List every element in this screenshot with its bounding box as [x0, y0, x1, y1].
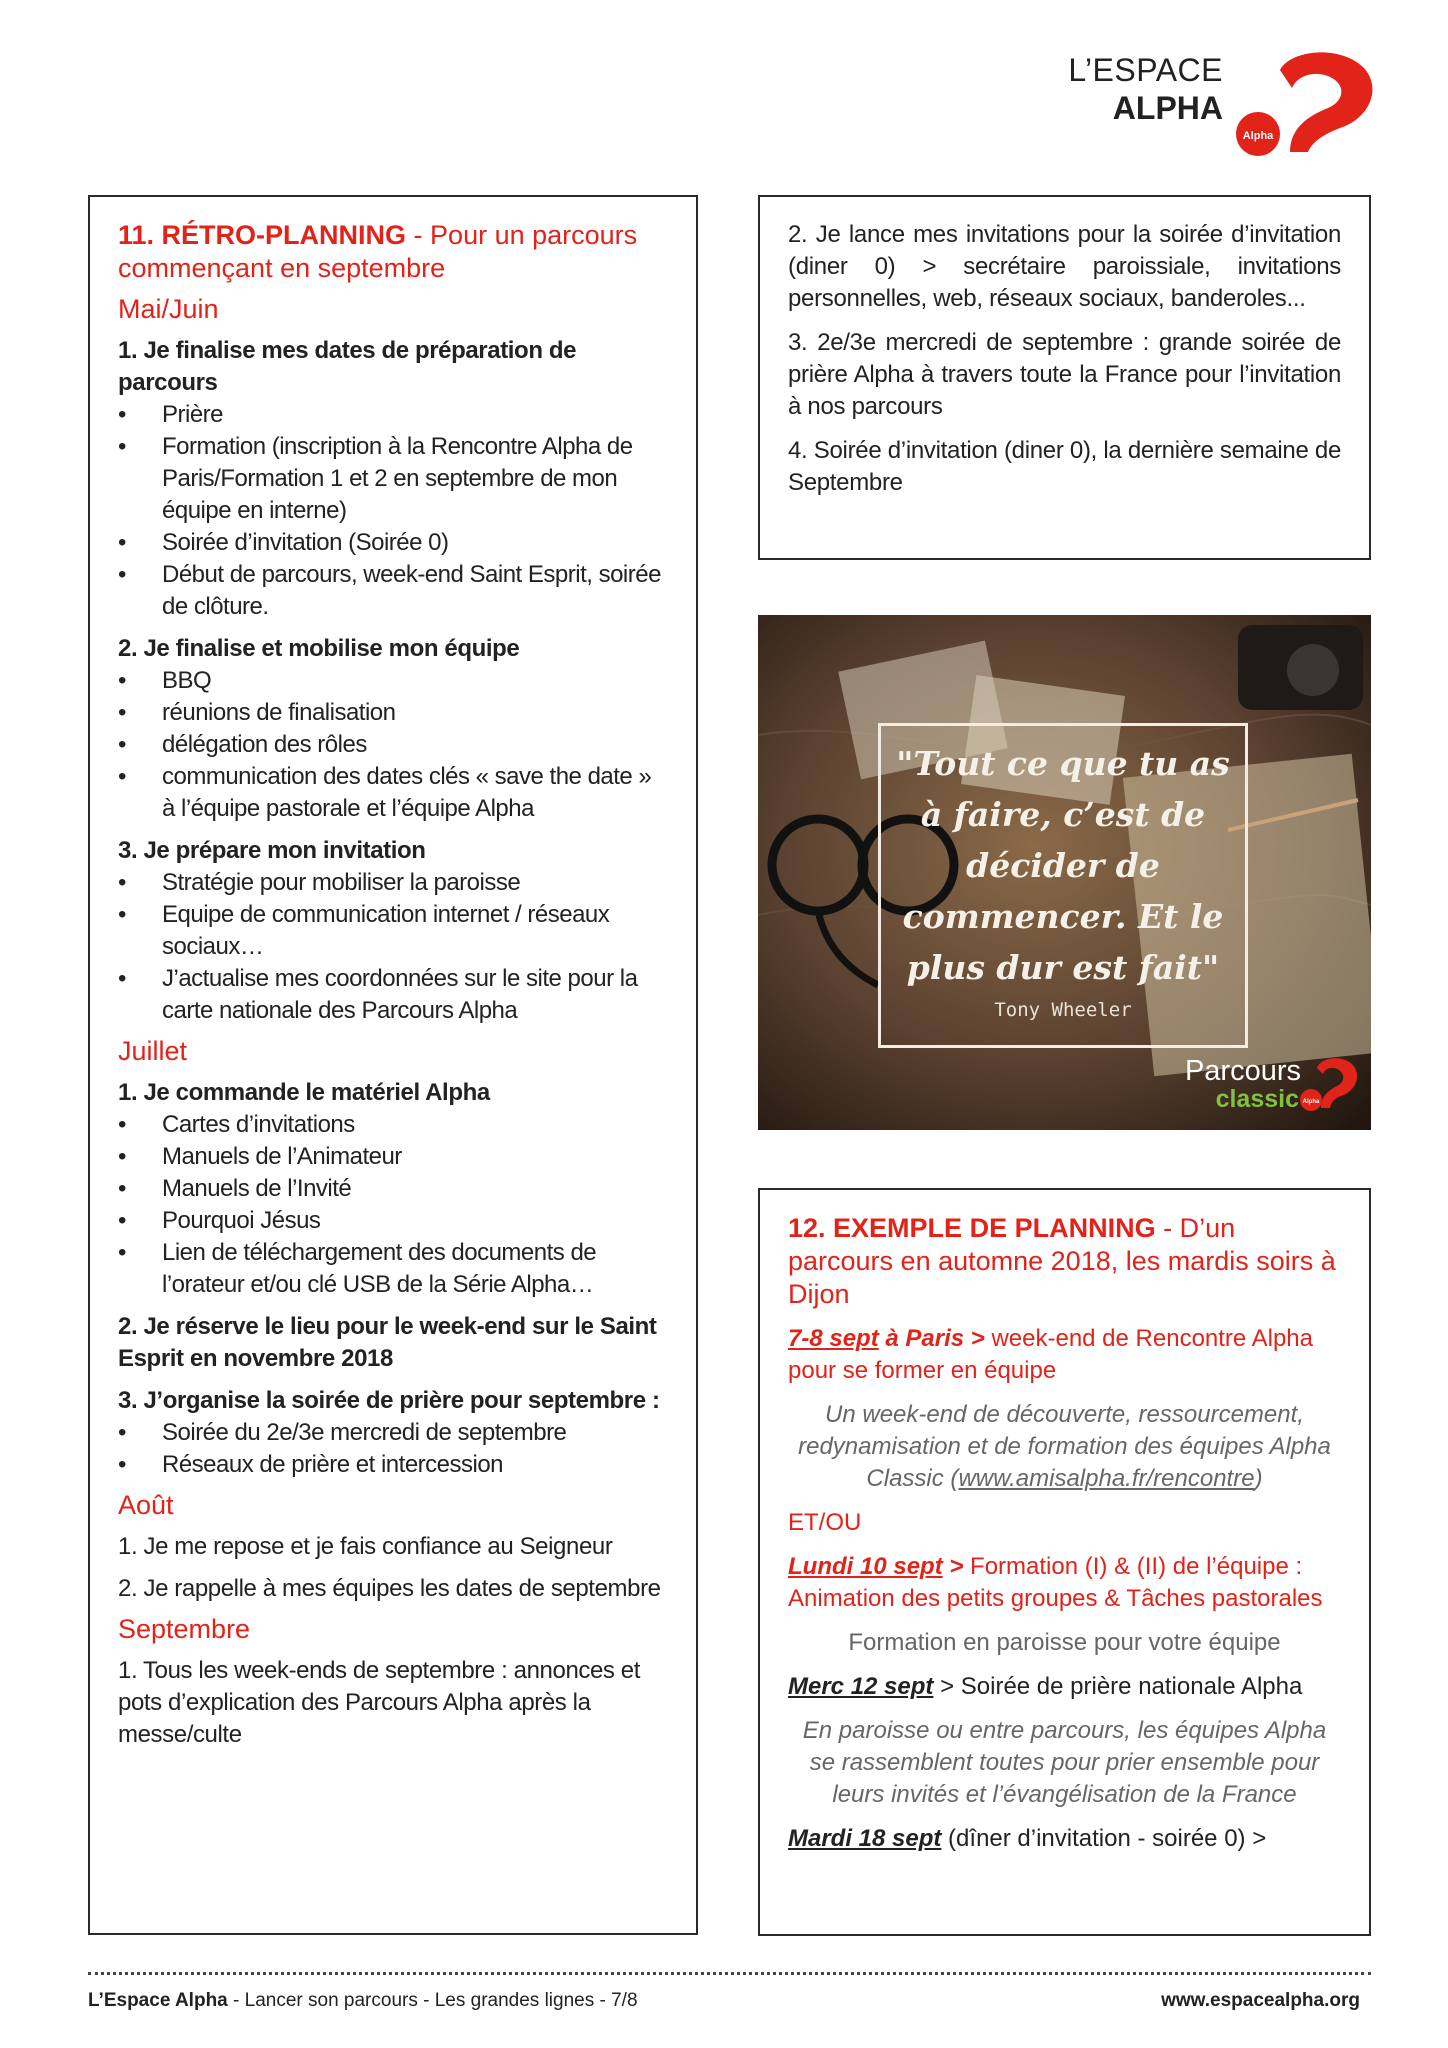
retro-planning-title-rest: - Pour un parcours commençant en septembre: [118, 220, 638, 283]
list-item: • Soirée d’invitation (Soirée 0): [118, 527, 668, 559]
footer-rest: - Lancer son parcours - Les grandes lignes - 7/8: [227, 1990, 638, 2011]
retro-planning-title-num: 11. RÉTRO-PLANNING: [118, 220, 407, 250]
parcours-brand-sub: classic: [1215, 1085, 1299, 1113]
invitation-step-2: 2. Je lance mes invitations pour la soirée d’invitation (diner 0) > secrétaire paroissiale, invitations personnelles, web, réseaux sociaux, banderoles...: [788, 221, 1341, 312]
event-rencontre-date: 7-8 sept: [788, 1325, 879, 1352]
event-formation-desc: Formation en paroisse pour votre équipe: [848, 1629, 1281, 1656]
list-item: • Pourquoi Jésus: [118, 1205, 668, 1237]
footer-url[interactable]: www.espacealpha.org: [1161, 1990, 1360, 2011]
list-item: • Prière: [118, 399, 668, 431]
event-priere-text: > Soirée de prière nationale Alpha: [933, 1673, 1303, 1700]
alpha-question-mark-icon: [1228, 46, 1378, 166]
event-rencontre-place: à Paris >: [878, 1325, 985, 1352]
bullet-list: [118, 665, 668, 825]
example-planning-title-rest: - D’un parcours en automne 2018, les mardis soirs à Dijon: [788, 1213, 1336, 1309]
list-item: • Equipe de communication internet / réseaux sociaux…: [118, 899, 668, 963]
espace-alpha-logo: [1038, 46, 1378, 166]
invitation-step-4: 4. Soirée d’invitation (diner 0), la dernière semaine de Septembre: [788, 437, 1341, 496]
event-rencontre-desc-pre: Un week-end de découverte, ressourcement, redynamisation et de formation des équipes Alpha Classic (: [798, 1401, 1331, 1492]
retro-planning-sections: [118, 293, 668, 1751]
et-ou-label: ET/OU: [788, 1509, 862, 1536]
event-rencontre-desc-post: ): [1254, 1465, 1263, 1492]
svg-text:Alpha: Alpha: [1242, 130, 1274, 142]
event-formation-date: Lundi 10 sept: [788, 1553, 943, 1580]
month-heading: Septembre: [118, 1614, 251, 1644]
event-diner: [788, 1823, 1341, 1855]
list-item: • réunions de finalisation: [118, 697, 668, 729]
step-heading: 3. J’organise la soirée de prière pour septembre :: [118, 1387, 660, 1414]
step-heading: 2. Je réserve le lieu pour le week-end sur le Saint Esprit en novembre 2018: [118, 1313, 657, 1372]
step-heading: 1. Tous les week-ends de septembre : annonces et pots d’explication des Parcours Alpha après la messe/culte: [118, 1657, 641, 1748]
retro-planning-box: [88, 195, 698, 1935]
list-item: • communication des dates clés « save the date » à l’équipe pastorale et l’équipe Alpha: [118, 761, 668, 825]
list-item: • Formation (inscription à la Rencontre Alpha de Paris/Formation 1 et 2 en septembre de mon équipe en interne): [118, 431, 668, 527]
event-rencontre-desc: [788, 1399, 1341, 1495]
month-heading: Mai/Juin: [118, 294, 219, 324]
step-heading: 1. Je finalise mes dates de préparation de parcours: [118, 337, 577, 396]
month-heading: Juillet: [118, 1036, 188, 1066]
list-item: • Réseaux de prière et intercession: [118, 1449, 668, 1481]
quote-text: "Tout ce que tu as à faire, c’est de décider de commencer. Et le plus dur est fait": [896, 744, 1230, 987]
parcours-brand-word: Parcours: [1184, 1055, 1301, 1087]
event-formation: [788, 1551, 1341, 1615]
step-heading: 2. Je finalise et mobilise mon équipe: [118, 635, 520, 662]
list-item: • Cartes d’invitations: [118, 1109, 668, 1141]
quote-frame: [878, 723, 1248, 1048]
event-formation-text: Formation (I) & (II) de l’équipe : Animation des petits groupes & Tâches pastorales: [788, 1553, 1323, 1612]
parcours-classic-logo-icon: [1299, 1054, 1359, 1114]
step-heading: 2. Je rappelle à mes équipes les dates de septembre: [118, 1575, 661, 1602]
event-priere-date: Merc 12 sept: [788, 1673, 934, 1700]
event-rencontre: [788, 1323, 1341, 1387]
svg-text:Alpha: Alpha: [1302, 1099, 1320, 1105]
example-planning-title-num: 12. EXEMPLE DE PLANNING: [788, 1213, 1156, 1243]
step-heading: 3. Je prépare mon invitation: [118, 837, 426, 864]
list-item: • Début de parcours, week-end Saint Esprit, soirée de clôture.: [118, 559, 668, 623]
quote-photo: [758, 615, 1371, 1130]
footer-divider: [88, 1972, 1371, 1975]
bullet-list: [118, 867, 668, 1027]
rencontre-link[interactable]: www.amisalpha.fr/rencontre: [958, 1465, 1255, 1492]
quote-author: Tony Wheeler: [994, 999, 1132, 1021]
footer-left: [88, 1990, 638, 2012]
bullet-list: [118, 1417, 668, 1481]
event-rencontre-text: week-end de Rencontre Alpha pour se former en équipe: [788, 1325, 1313, 1384]
retro-planning-title: [118, 219, 668, 285]
list-item: • BBQ: [118, 665, 668, 697]
event-diner-date: Mardi 18 sept: [788, 1825, 942, 1852]
list-item: • Lien de téléchargement des documents de l’orateur et/ou clé USB de la Série Alpha…: [118, 1237, 668, 1301]
bullet-list: [118, 399, 668, 623]
month-heading: Août: [118, 1490, 174, 1520]
event-priere: [788, 1671, 1341, 1703]
list-item: • Soirée du 2e/3e mercredi de septembre: [118, 1417, 668, 1449]
step-heading: 1. Je me repose et je fais confiance au Seigneur: [118, 1533, 613, 1560]
footer-brand: L’Espace Alpha: [88, 1990, 228, 2011]
invitation-step-3: 3. 2e/3e mercredi de septembre : grande soirée de prière Alpha à travers toute la France pour l’invitation à nos parcours: [788, 329, 1341, 420]
list-item: • Stratégie pour mobiliser la paroisse: [118, 867, 668, 899]
list-item: • délégation des rôles: [118, 729, 668, 761]
example-planning-box: [758, 1188, 1371, 1936]
invitation-steps-box: [758, 195, 1371, 560]
step-heading: 1. Je commande le matériel Alpha: [118, 1079, 490, 1106]
logo-line1: L’ESPACE: [1068, 52, 1223, 88]
list-item: • Manuels de l’Invité: [118, 1173, 668, 1205]
bullet-list: [118, 1109, 668, 1301]
event-formation-sep: >: [942, 1553, 964, 1580]
event-priere-desc: En paroisse ou entre parcours, les équipes Alpha se rassemblent toutes pour prier ensemble pour leurs invités et l’évangélisation de la France: [802, 1717, 1327, 1808]
logo-line2: ALPHA: [1112, 90, 1223, 126]
list-item: • Manuels de l’Animateur: [118, 1141, 668, 1173]
list-item: • J’actualise mes coordonnées sur le site pour la carte nationale des Parcours Alpha: [118, 963, 668, 1027]
event-diner-text: (dîner d’invitation - soirée 0) >: [941, 1825, 1267, 1852]
example-planning-title: [788, 1212, 1341, 1311]
